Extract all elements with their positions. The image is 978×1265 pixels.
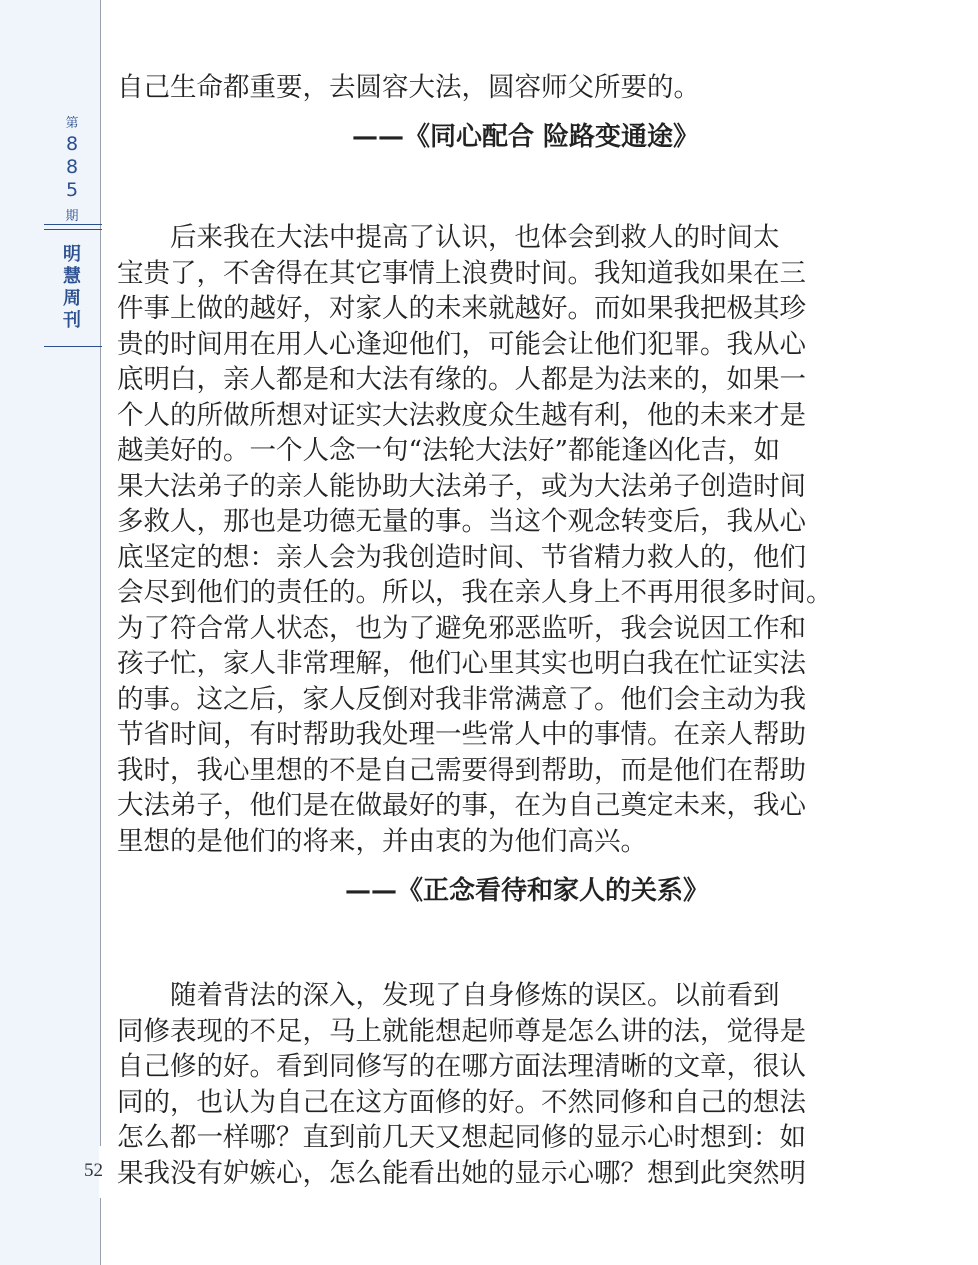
text-line: 孩子忙，家人非常理解，他们心里其实也明白我在忙证实法 (117, 648, 806, 679)
text-line: 宝贵了，不舍得在其它事情上浪费时间。我知道我如果在三 (117, 257, 806, 289)
quote-reference: ——《正念看待和家人的关系》 (345, 876, 710, 906)
text-line: 为了符合常人状态，也为了避免邪恶监听，我会说因工作和 (117, 612, 806, 644)
text-line: 果大法弟子的亲人能协助大法弟子，或为大法弟子创造时间 (117, 470, 806, 502)
quote-reference: ——《同心配合 险路变通途》 (352, 122, 700, 152)
text-line: 同的，也认为自己在这方面修的好。不然同修和自己的想法 (117, 1086, 806, 1118)
text-line: 果我没有妒嫉心，怎么能看出她的显示心哪？想到此突然明 (117, 1157, 806, 1189)
text-line: 怎么都一样哪？直到前几天又想起同修的显示心时想到：如 (117, 1122, 806, 1153)
text-line: 自己生命都重要，去圆容大法，圆容师父所要的。 (117, 72, 700, 103)
text-line: 同修表现的不足，马上就能想起师尊是怎么讲的法，觉得是 (117, 1015, 806, 1047)
divider-top (44, 224, 102, 225)
text-line: 个人的所做所想对证实大法救度众生越有利，他的未来才是 (117, 399, 806, 431)
text-line: 底坚定的想：亲人会为我创造时间、节省精力救人的，他们 (117, 541, 806, 573)
text-line: 底明白，亲人都是和大法有缘的。人都是为法来的，如果一 (117, 364, 806, 395)
text-line: 我时，我心里想的不是自己需要得到帮助，而是他们在帮助 (117, 754, 806, 786)
divider-top-2 (44, 229, 102, 230)
text-line: 贵的时间用在用人心逢迎他们，可能会让他们犯罪。我从心 (117, 328, 806, 360)
issue-prefix: 第 (65, 116, 79, 131)
text-line: 多救人，那也是功德无量的事。当这个观念转变后，我从心 (117, 506, 806, 537)
text-line: 件事上做的越好，对家人的未来就越好。而如果我把极其珍 (117, 293, 806, 324)
text-line: 后来我在大法中提高了认识，也体会到救人的时间太 (117, 222, 780, 253)
text-line: 的事。这之后，家人反倒对我非常满意了。他们会主动为我 (117, 683, 806, 715)
issue-suffix: 期 (65, 209, 79, 224)
publication-name: 明慧周刊 (63, 244, 81, 331)
text-line: 越美好的。一个人念一句“法轮大法好”都能逢凶化吉，如 (117, 435, 781, 466)
text-line: 大法弟子，他们是在做最好的事，在为自己奠定未来，我心 (117, 790, 806, 821)
page-number: 52 (84, 1160, 103, 1181)
issue-number: 885 (65, 133, 79, 201)
text-line: 随着背法的深入，发现了自身修炼的误区。以前看到 (117, 980, 780, 1011)
text-line: 自己修的好。看到同修写的在哪方面法理清晰的文章，很认 (117, 1051, 806, 1082)
divider-bottom (44, 346, 102, 347)
text-line: 会尽到他们的责任的。所以，我在亲人身上不再用很多时间。 (117, 577, 833, 608)
text-line: 里想的是他们的将来，并由衷的为他们高兴。 (117, 825, 647, 857)
margin-rule (100, 0, 101, 1265)
text-line: 节省时间，有时帮助我处理一些常人中的事情。在亲人帮助 (117, 719, 806, 750)
